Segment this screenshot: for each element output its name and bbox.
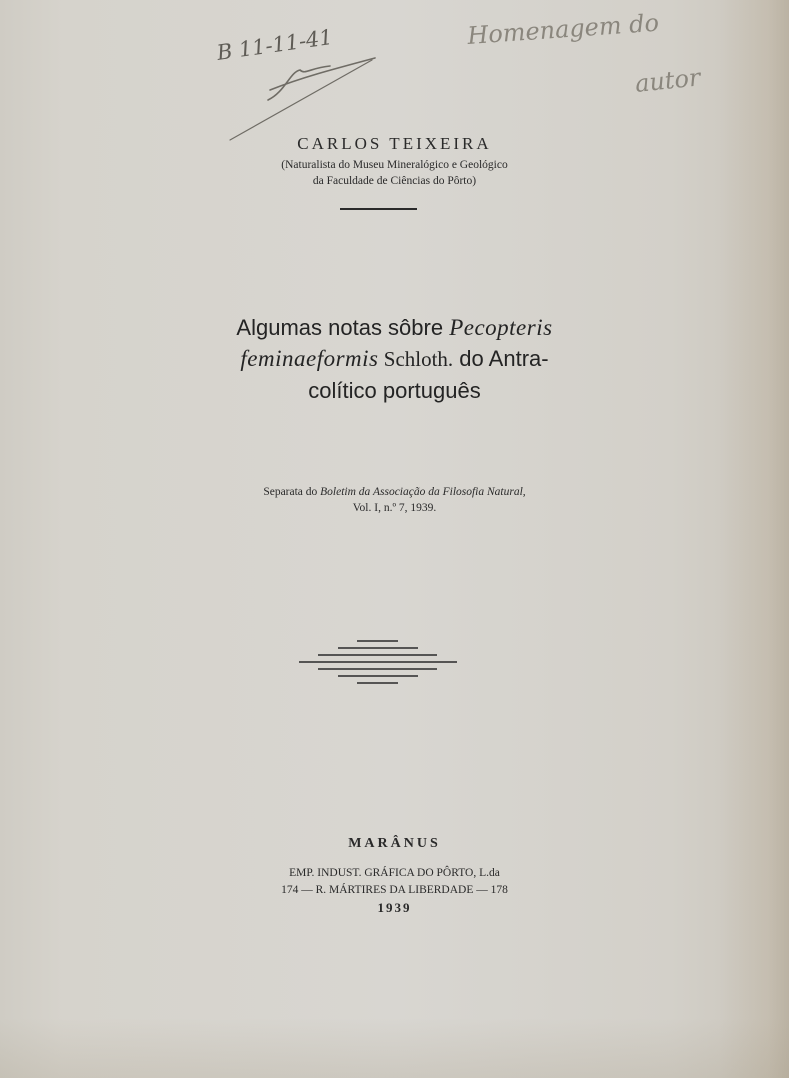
paper-bottom-shading [0, 1018, 789, 1078]
author-name: CARLOS TEIXEIRA [297, 134, 492, 153]
affiliation-line-1: (Naturalista do Museu Mineralógico e Geológico [281, 159, 508, 171]
title-line-3: colítico português [308, 378, 481, 403]
handwritten-dedication-line2: autor [633, 63, 702, 98]
separata-volume: Vol. I, n.º 7, 1939. [352, 502, 437, 514]
publisher-name: MARÂNUS [348, 836, 441, 851]
title-text-1: Algumas notas sôbre [236, 315, 450, 340]
affiliation-line-2: da Faculdade de Ciências do Pôrto) [312, 175, 477, 187]
separata-prefix: Separata do [263, 486, 321, 498]
title-genus: Pecopteris [449, 315, 553, 340]
title-authority: Schloth. [378, 347, 454, 371]
title-species: feminaeformis [240, 346, 379, 371]
publisher-line-1: EMP. INDUST. GRÁFICA DO PÔRTO, L.da [289, 867, 500, 879]
handwritten-dedication-line1: Homenagem do [466, 8, 660, 50]
publisher-line-2: 174 — R. MÁRTIRES DA LIBERDADE — 178 [281, 884, 508, 896]
separata-journal: Boletim da Associação da Filosofia Natural, [320, 486, 526, 498]
handwritten-date: B 11-11-41 [215, 24, 335, 65]
publication-year: 1939 [377, 900, 412, 915]
title-text-3: do Antra- [453, 346, 549, 371]
